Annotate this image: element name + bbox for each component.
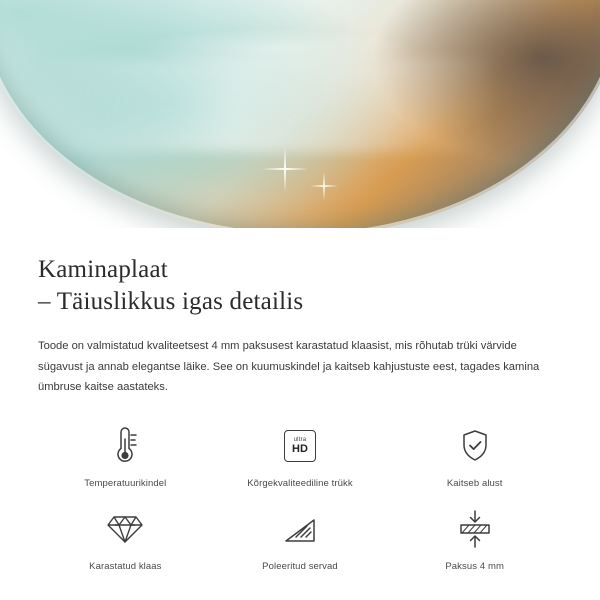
thickness-icon bbox=[456, 507, 494, 551]
shield-check-icon bbox=[458, 424, 492, 468]
feature-grid bbox=[38, 424, 562, 572]
feature-label: Paksus 4 mm bbox=[445, 561, 504, 573]
feature-label: Kaitseb alust bbox=[446, 478, 503, 490]
feature-item-temperature bbox=[38, 424, 213, 489]
ultra-hd-icon bbox=[284, 424, 316, 468]
ultra-hd-badge-top: ultra bbox=[293, 437, 307, 444]
marble-veins bbox=[0, 0, 600, 228]
feature-item-surface-protection bbox=[387, 424, 562, 489]
sparkle-icon bbox=[310, 172, 338, 200]
feature-item-tempered-glass bbox=[38, 507, 213, 572]
feature-item-thickness bbox=[387, 507, 562, 572]
title-line-2: – Täiuslikkus igas detailis bbox=[38, 288, 304, 315]
plate-gloss-highlight bbox=[31, 58, 492, 152]
feature-label: Poleeritud servad bbox=[262, 561, 338, 573]
page-title bbox=[38, 254, 562, 318]
feature-label: Temperatuurikindel bbox=[84, 478, 167, 490]
hero-image-section bbox=[0, 0, 600, 228]
product-description: Toode on valmistatud kvaliteetsest 4 mm paksusest karastatud klaasist, mis rõhutab trüki värvide sügavust ja annab elegantse läike. See on kuumuskindel ja kaitseb kahjustuste eest, tagades kamina ümbruse kaitse aastateks. bbox=[38, 340, 540, 394]
content-section bbox=[0, 228, 600, 572]
title-line-1: Kaminaplaat bbox=[38, 256, 168, 283]
marble-plate-photo bbox=[0, 0, 600, 228]
feature-item-print-quality bbox=[213, 424, 388, 489]
thermometer-icon bbox=[108, 424, 142, 468]
feature-label: Karastatud klaas bbox=[89, 561, 162, 573]
polished-edges-icon bbox=[282, 507, 318, 551]
feature-item-polished-edges bbox=[213, 507, 388, 572]
feature-label: Kõrgekvaliteediline trükk bbox=[247, 478, 353, 490]
diamond-icon bbox=[106, 507, 144, 551]
plate-rim bbox=[0, 0, 600, 228]
ultra-hd-badge-bottom: HD bbox=[292, 443, 308, 456]
sparkle-icon bbox=[262, 146, 308, 192]
